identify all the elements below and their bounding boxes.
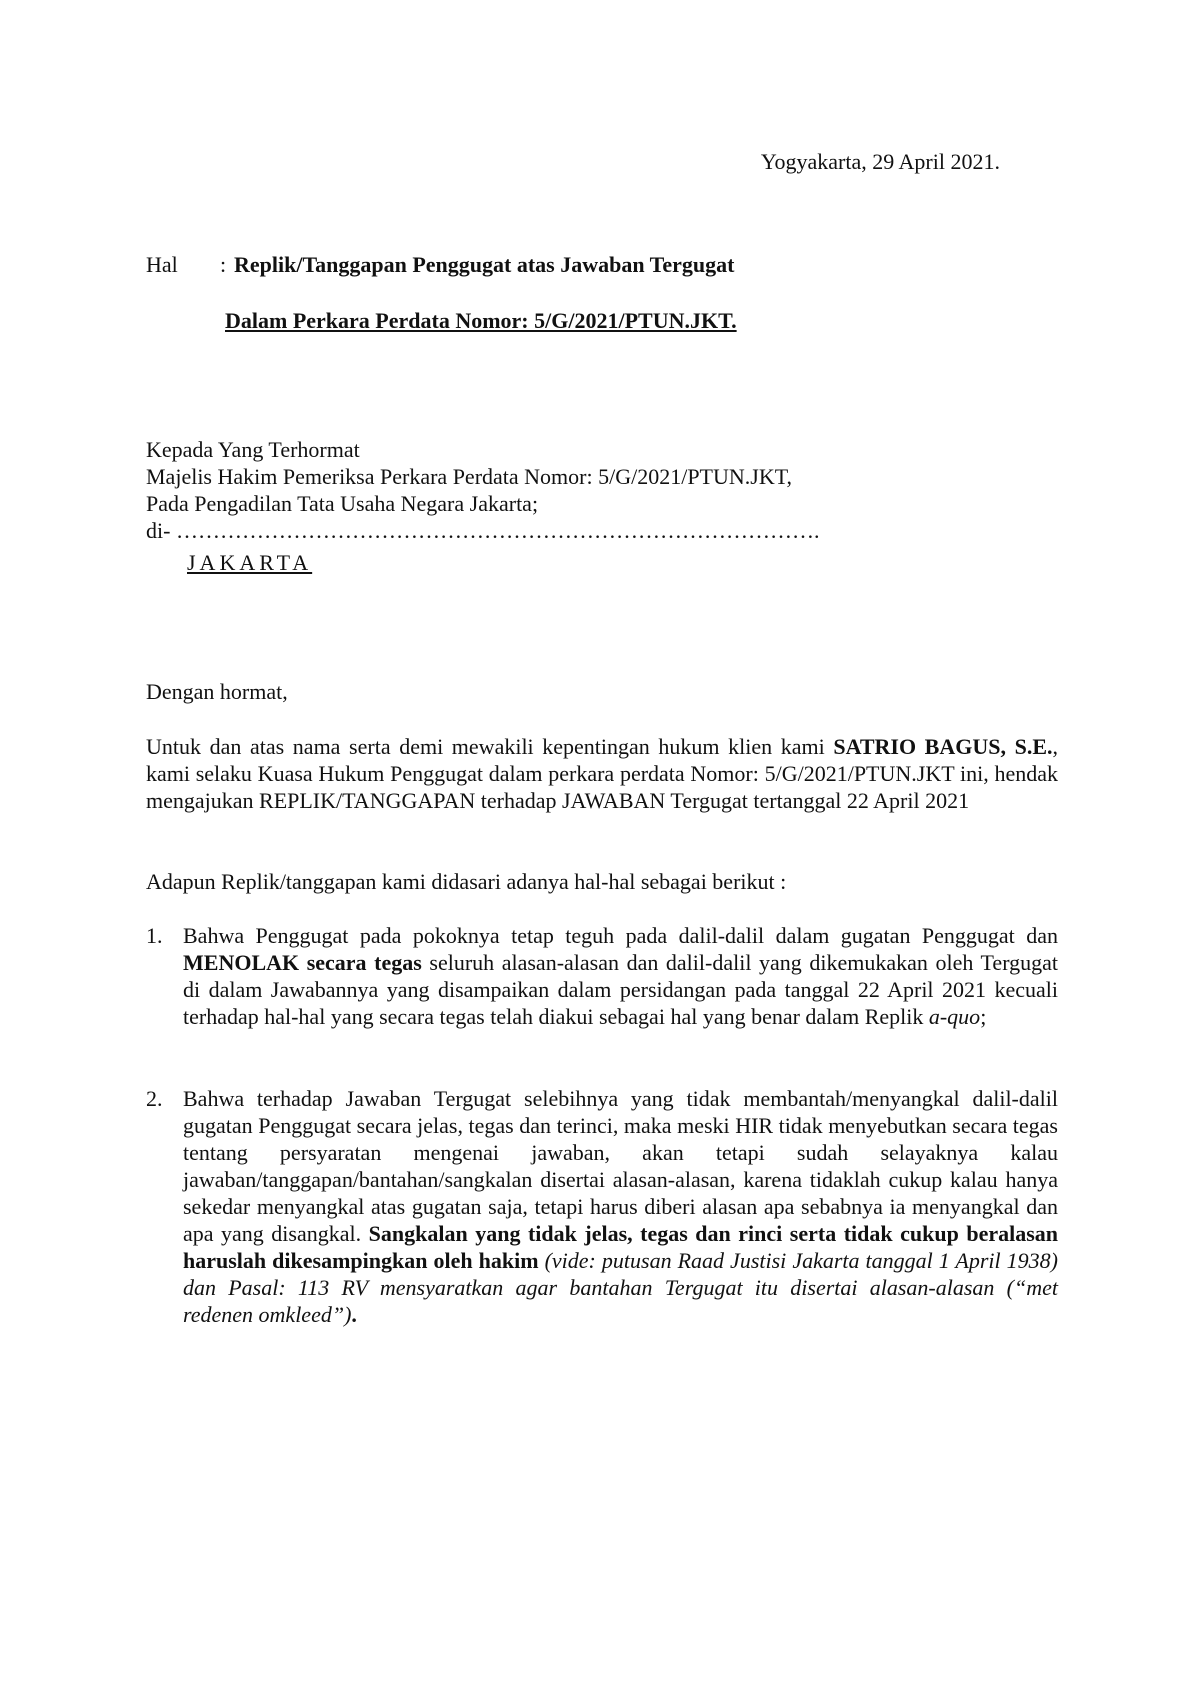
client-name: SATRIO BAGUS, S.E. (833, 734, 1053, 759)
list-number: 1. (146, 923, 163, 948)
recipient-line: Pada Pengadilan Tata Usaha Negara Jakarta; (146, 491, 539, 516)
greeting: Dengan hormat, (146, 679, 288, 704)
list-italic-segment: (vide: putusan Raad Justisi Jakarta tanggal 1 April 1938) dan Pasal: 113 RV mensyaratkan agar bantahan Tergugat itu disertai alasan-alasan (“met redenen omkleed”) (183, 1248, 1058, 1327)
subject-title: Replik/Tanggapan Penggugat atas Jawaban Tergugat (234, 252, 735, 277)
recipient-line: Majelis Hakim Pemeriksa Perkara Perdata Nomor: 5/G/2021/PTUN.JKT, (146, 464, 793, 489)
list-italic-segment: a-quo (928, 1004, 981, 1029)
list-bold-segment: Sangkalan yang tidak jelas, tegas dan rinci serta tidak cukup beralasan haruslah dikesampingkan oleh hakim (183, 1221, 1059, 1273)
subject-colon: : (220, 252, 227, 277)
list-text (183, 922, 1058, 1030)
list-number: 2. (146, 1086, 163, 1111)
recipient-line: di- ……………………………………………………………………………. (146, 518, 820, 543)
list-text-segment: Bahwa Penggugat pada pokoknya tetap teguh pada dalil-dalil dalam gugatan Penggugat dan (183, 923, 1058, 948)
list-bold-segment: . (351, 1302, 357, 1327)
intro-paragraph (146, 733, 1058, 814)
subject-label: Hal (146, 252, 178, 277)
list-text (183, 1085, 1058, 1328)
basis-paragraph: Adapun Replik/tanggapan kami didasari adanya hal-hal sebagai berikut : (146, 869, 787, 894)
recipient-line: Kepada Yang Terhormat (146, 437, 360, 462)
list-text-segment: ; (980, 1004, 987, 1029)
subject-case-number: Dalam Perkara Perdata Nomor: 5/G/2021/PTUN.JKT. (225, 308, 737, 333)
recipient-city: JAKARTA (187, 550, 313, 575)
intro-text: , kami selaku Kuasa Hukum Penggugat dalam perkara perdata Nomor: 5/G/2021/PTUN.JKT ini, hendak mengajukan REPLIK/TANGGAPAN terhadap JAWABAN Tergugat tertanggal 22 April 2021 (146, 734, 1058, 813)
recipient-block (146, 436, 819, 544)
list-text-segment: seluruh alasan-alasan dan dalil-dalil yang dikemukakan oleh Tergugat di dalam Jawabannya yang disampaikan dalam persidangan pada tanggal 22 April 2021 kecuali terhadap hal-hal yang secara tegas telah diakui sebagai hal yang benar dalam Replik (183, 950, 1059, 1029)
letter-date: Yogyakarta, 29 April 2021. (760, 149, 1000, 174)
list-text-segment: Bahwa terhadap Jawaban Tergugat selebihnya yang tidak membantah/menyangkal dalil-dalil gugatan Penggugat secara jelas, tegas dan terinci, maka meski HIR tidak menyebutkan secara tegas tentang persyaratan mengenai jawaban, akan tetapi sudah selayaknya kalau jawaban/tanggapan/bantahan/sangkalan disertai alasan-alasan, karena tidaklah cukup kalau hanya sekedar menyangkal atas gugatan saja, tetapi harus diberi alasan apa sebabnya ia menyangkal dan apa yang disangkal. (183, 1086, 1058, 1246)
list-bold-segment: MENOLAK secara tegas (183, 950, 422, 975)
intro-text: Untuk dan atas nama serta demi mewakili kepentingan hukum klien kami (146, 734, 834, 759)
